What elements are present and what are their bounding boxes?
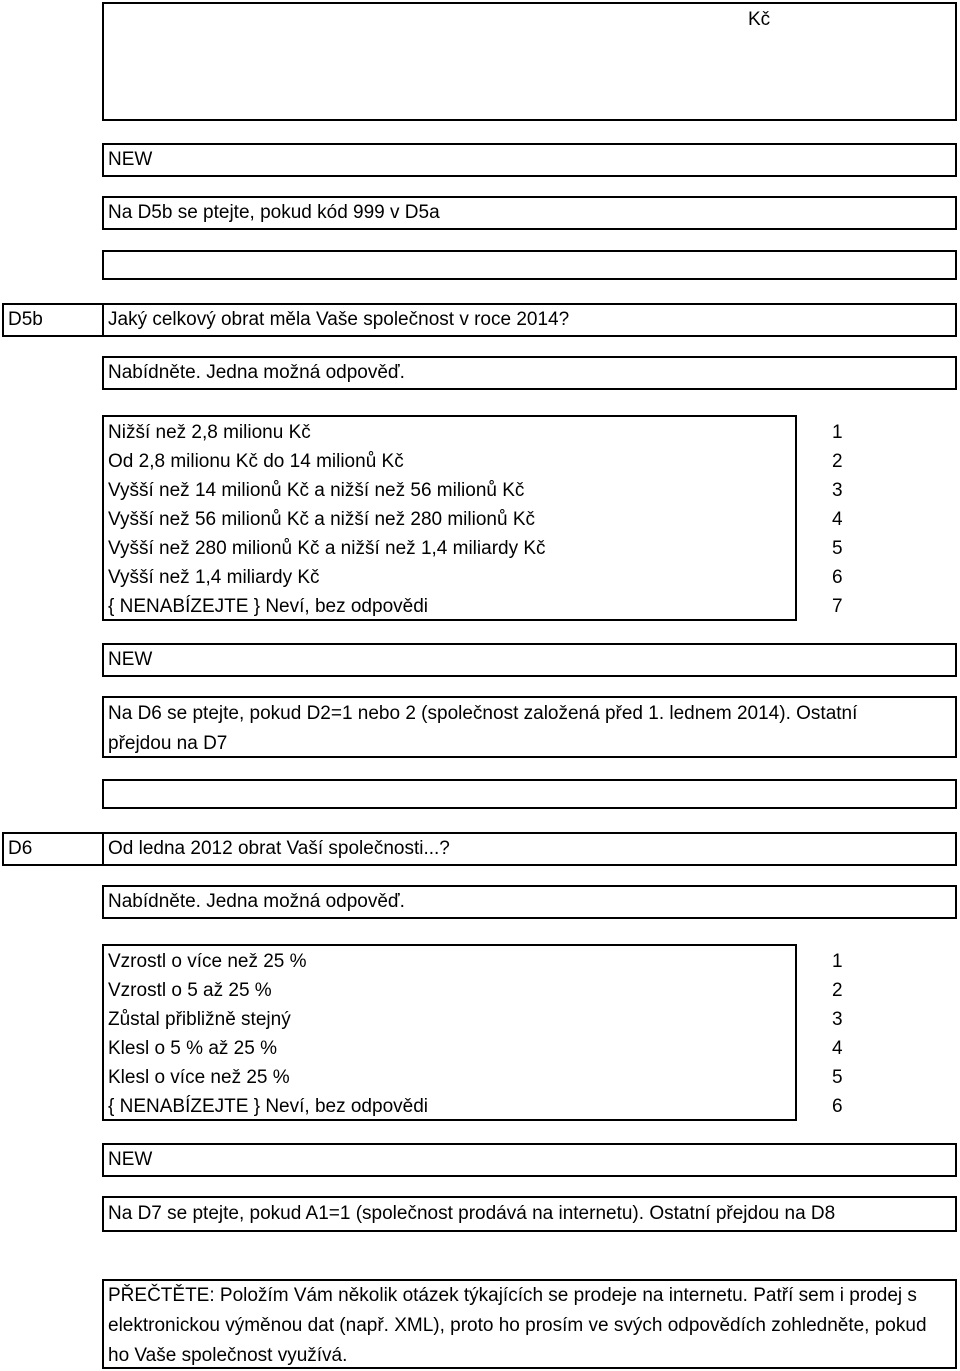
option-code: 1 xyxy=(832,422,843,443)
instruction-text: Na D6 se ptejte, pokud D2=1 nebo 2 (společnost založená před 1. lednem 2014). Ostatní přejdou na D7 xyxy=(108,703,858,754)
option-label[interactable]: Vyšší než 1,4 miliardy Kč xyxy=(108,567,320,588)
instruction-text: Na D7 se ptejte, pokud A1=1 (společnost prodává na internetu). Ostatní přejdou na D8 xyxy=(108,1203,836,1224)
new-label: NEW xyxy=(108,649,153,670)
option-label[interactable]: Vyšší než 56 milionů Kč a nižší než 280 milionů Kč xyxy=(108,509,535,530)
new-label: NEW xyxy=(108,149,153,170)
question-divider xyxy=(102,303,104,337)
option-label[interactable]: { NENABÍZEJTE } Neví, bez odpovědi xyxy=(108,596,428,617)
question-text: Jaký celkový obrat měla Vaše společnost v roce 2014? xyxy=(108,309,570,330)
option-label[interactable]: Klesl o 5 % až 25 % xyxy=(108,1038,277,1059)
option-label[interactable]: Vzrostl o více než 25 % xyxy=(108,951,307,972)
new-label-box xyxy=(102,143,957,177)
new-label: NEW xyxy=(108,1149,153,1170)
option-code: 2 xyxy=(832,980,843,1001)
unit-label: Kč xyxy=(748,9,771,30)
option-code: 4 xyxy=(832,509,843,530)
option-code: 3 xyxy=(832,1009,843,1030)
option-code: 6 xyxy=(832,567,843,588)
option-label[interactable]: Vzrostl o 5 až 25 % xyxy=(108,980,272,1001)
question-id: D5b xyxy=(8,309,43,330)
option-code: 5 xyxy=(832,1067,843,1088)
offer-note: Nabídněte. Jedna možná odpověď. xyxy=(108,362,405,383)
option-label[interactable]: Od 2,8 milionu Kč do 14 milionů Kč xyxy=(108,451,404,472)
option-code: 6 xyxy=(832,1096,843,1117)
read-note-text: PŘEČTĚTE: Položím Vám několik otázek týkajících se prodeje na internetu. Patří sem i prodej s elektronickou výměnou dat (např. XML), proto ho prosím ve svých odpovědích zohledněte, pokud ho Vaše společnost využívá. xyxy=(108,1285,927,1366)
offer-note: Nabídněte. Jedna možná odpověď. xyxy=(108,891,405,912)
question-divider xyxy=(102,832,104,866)
question-id: D6 xyxy=(8,838,33,859)
option-code: 3 xyxy=(832,480,843,501)
option-code: 5 xyxy=(832,538,843,559)
option-label[interactable]: Zůstal přibližně stejný xyxy=(108,1009,291,1030)
option-code: 4 xyxy=(832,1038,843,1059)
new-label-box xyxy=(102,643,957,677)
option-code: 7 xyxy=(832,596,843,617)
option-label[interactable]: { NENABÍZEJTE } Neví, bez odpovědi xyxy=(108,1096,428,1117)
question-text: Od ledna 2012 obrat Vaší společnosti...? xyxy=(108,838,450,859)
spacer-box xyxy=(102,250,957,280)
option-label[interactable]: Vyšší než 14 milionů Kč a nižší než 56 milionů Kč xyxy=(108,480,525,501)
option-code: 2 xyxy=(832,451,843,472)
option-code: 1 xyxy=(832,951,843,972)
instruction-text: Na D5b se ptejte, pokud kód 999 v D5a xyxy=(108,202,440,223)
option-label[interactable]: Klesl o více než 25 % xyxy=(108,1067,290,1088)
option-label[interactable]: Nižší než 2,8 milionu Kč xyxy=(108,422,311,443)
option-label[interactable]: Vyšší než 280 milionů Kč a nižší než 1,4 miliardy Kč xyxy=(108,538,546,559)
new-label-box xyxy=(102,1143,957,1177)
spacer-box xyxy=(102,779,957,809)
answer-input-box[interactable] xyxy=(102,2,957,121)
